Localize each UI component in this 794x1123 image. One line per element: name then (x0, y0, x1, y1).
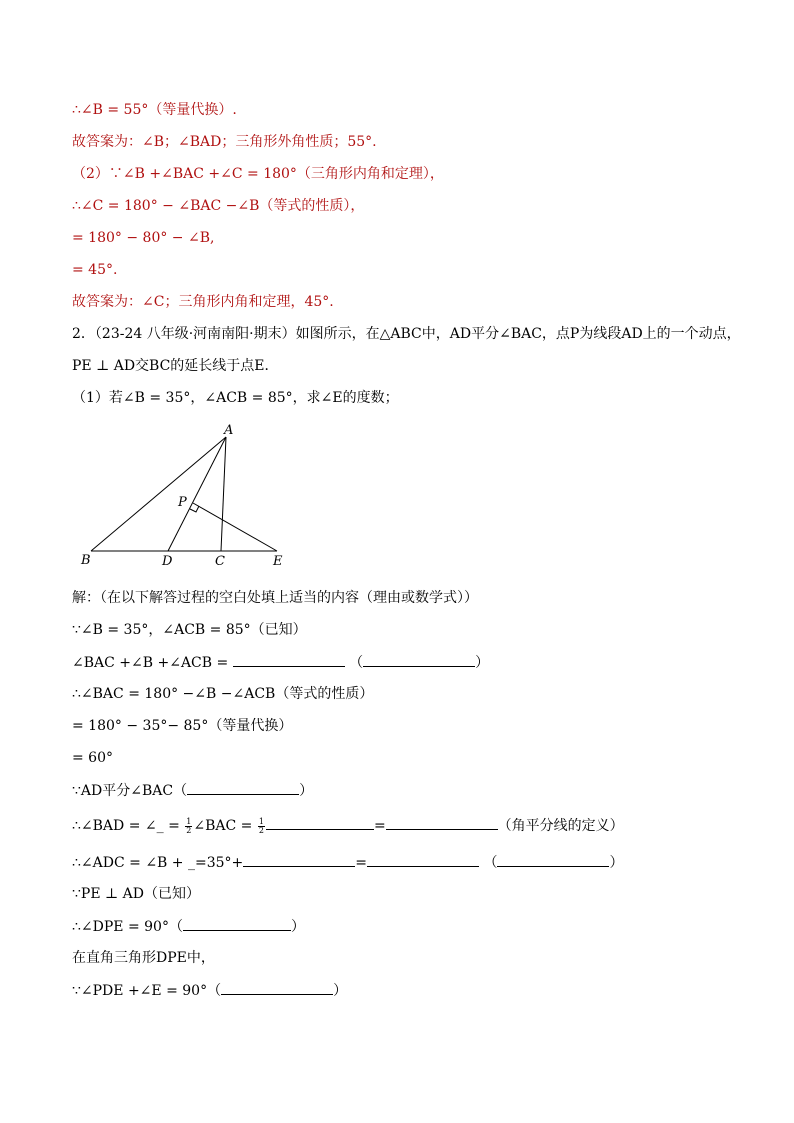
step-adc-exterior (72, 852, 623, 873)
fraction-one-half: $\frac{1}{2}$ (258, 816, 264, 835)
paren-close: ） (475, 655, 490, 671)
segment-ad (168, 437, 226, 551)
paren-open: （ (483, 855, 498, 871)
label-d: D (162, 554, 173, 569)
step-bad-text: ∴∠BAD = ∠_ = (72, 818, 180, 834)
step-dpe-text: ∴∠DPE = 90°（ (72, 919, 183, 935)
solution-part2-line2: ∴∠C = 180° − ∠BAC −∠B（等式的性质）， (72, 198, 365, 214)
step-angle-sum-text: ∠BAC +∠B +∠ACB = (72, 655, 229, 671)
reason-blank[interactable] (363, 652, 475, 667)
problem2-statement-line1: 2．（23-24 八年级·河南南阳·期末）如图所示，在△ABC中，AD平分∠BAC，点P为线段AD上的一个动点， (72, 326, 741, 342)
answer-blank[interactable] (266, 815, 374, 830)
step-pde-e-90 (72, 980, 347, 1001)
answer-blank[interactable] (367, 852, 479, 867)
segment-ab (91, 437, 226, 551)
step-adc-text: ∴∠ADC = ∠B + _=35°+ (72, 855, 244, 871)
paren-close: ） (290, 919, 305, 935)
segment-pe (193, 503, 277, 551)
step-pde-text: ∵∠PDE +∠E = 90°（ (72, 983, 222, 999)
solution-line-b55: ∴∠B = 55°（等量代换）. (72, 102, 237, 118)
equals-sign: = (355, 855, 367, 871)
step-bisector-given (72, 780, 313, 801)
reason-bisector-def: （角平分线的定义） (497, 818, 624, 834)
step-bac-text: ∠BAC = (193, 818, 253, 834)
solution-part2-line4: = 45°. (72, 262, 118, 278)
step-right-triangle: 在直角三角形DPE中， (72, 950, 215, 966)
answer-blank[interactable] (386, 815, 498, 830)
step-pe-perp: ∵PE ⊥ AD（已知） (72, 886, 200, 902)
fraction-one-half: $\frac{1}{2}$ (186, 816, 192, 835)
paren-close: ） (333, 983, 348, 999)
step-bad-half (72, 815, 624, 836)
answer-line-2: 故答案为：∠C；三角形内角和定理，45°. (72, 294, 334, 310)
solution-part2-line1: （2）∵∠B +∠BAC +∠C = 180°（三角形内角和定理）， (72, 166, 444, 182)
step-given-angles: ∵∠B = 35°，∠ACB = 85°（已知） (72, 622, 307, 638)
paren-close: ） (299, 783, 314, 799)
answer-blank[interactable] (233, 652, 345, 667)
step-dpe-90 (72, 916, 305, 937)
problem2-subquestion1: （1）若∠B = 35°，∠ACB = 85°，求∠E的度数； (72, 390, 399, 406)
solution-part2-line3: = 180° − 80° − ∠B, (72, 230, 215, 246)
answer-line-1: 故答案为：∠B；∠BAD；三角形外角性质；55°. (72, 134, 377, 150)
label-c: C (215, 554, 225, 569)
reason-blank[interactable] (187, 780, 299, 795)
label-p: P (178, 495, 187, 510)
step-substitution: = 180° − 35°− 85°（等量代换） (72, 718, 293, 734)
step-angle-sum (72, 652, 489, 673)
label-b: B (81, 553, 91, 568)
reason-blank[interactable] (183, 916, 291, 931)
paren-close: ） (609, 855, 624, 871)
triangle-figure (72, 420, 302, 570)
label-a: A (224, 423, 234, 438)
segment-ac (221, 437, 226, 551)
equals-sign: = (373, 818, 386, 834)
right-angle-mark (190, 506, 199, 512)
label-e: E (273, 554, 283, 569)
paren-open: （ (349, 655, 364, 671)
solution-intro: 解：（在以下解答过程的空白处填上适当的内容（理由或数学式）） (72, 590, 478, 606)
step-bisector-text: ∵AD平分∠BAC（ (72, 783, 188, 799)
answer-blank[interactable] (243, 852, 355, 867)
reason-blank[interactable] (221, 980, 333, 995)
problem2-statement-line2: PE ⊥ AD交BC的延长线于点E． (72, 358, 279, 374)
reason-blank[interactable] (497, 852, 609, 867)
step-bac-formula: ∴∠BAC = 180° −∠B −∠ACB（等式的性质） (72, 686, 374, 702)
step-result-60: = 60° (72, 750, 113, 766)
